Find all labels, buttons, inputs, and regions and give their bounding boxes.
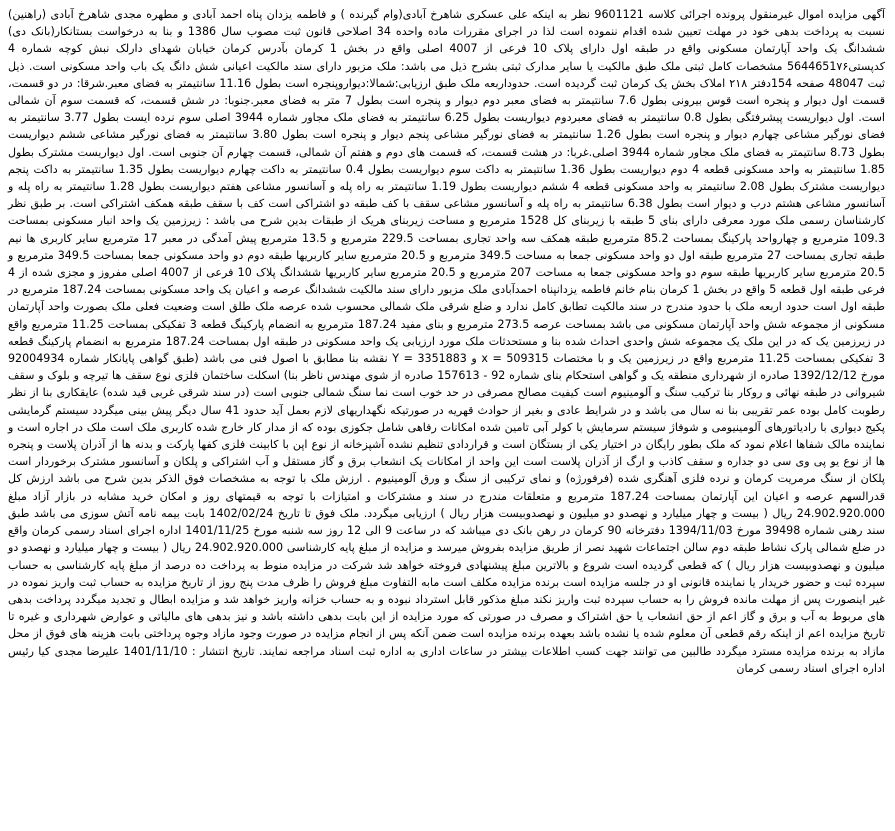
auction-notice-text: آگهی مزایده اموال غیرمنقول پرونده اجرائی کلاسه 9601121 نظر به اینکه علی عسکری شاهرخ آبادی(وام گیرنده ) و فاطمه یزدان پناه احمد آبادی و مطهره مجدی شاهرخ آبادی (راهنین) نسبت به پرداخت بدهی خود در مهلت تعیین شده اقدام ننموده است لذا در اجرای مقررات ماده واحده 34 اصلاحی قانون ثبت مصوب سال 1386 و بنا به درخواست بستانکار(بانک دی) ششدانگ یک واحد آپارتمان مسکونی واقع در طبقه اول دارای پلاک 10 فرعی از 4007 اصلی واقع در بخش 1 کرمان بآدرس کرمان خیابان شهدای دارلک نبش کوچه شماره 4 کدپستی5644651۷۶ مشخصات کامل ثبتی ملک طبق مالکیت یا سایر مدارک ثبتی بشرح ذیل می باشد: ملک مزبور دارای سند مالکیت اعیانی شش دانگ یک باب واحد مسکونی است. ذیل ثبت 48047 صفحه 154دفتر ۲۱۸ املاک بخش یک کرمان ثبت گردیده است. حدوداربعه ملک طبق ارزیابی:شمالا:دیواروپنجره است بطول 11.16 سانتیمتر به فضای معبر.شرقا: در دو قسمت، قسمت اول دیوار و پنجره است قوس بیرونی بطول 7.6 سانتیمتر به فضای معبر دوم دیوار و پنجره است بطول 7 متر به فضای معبر.جنوبا: در شش قسمت، که قسمت سوم آن شمالی است. اول دیواریست پیشرفتگی بطول 0.8 سانتیمتر به فضای معبردوم دیواریست بطول 6.25 سانتیمتر به فضای ملک مجاور شماره 3944 اصلی سوم نرده ایست بطول 3.77 سانتیمتر به فضای نورگیر مشاعی چهارم دیوار و پنجره است بطول 1.26 سانتیمتر به فضای نورگیر مشاعی پنجم دیوار و پنجره است بطول 3.80 سانتیمتر به فضای نورگیر مشاعی ششم دیواریست بطول 8.73 سانتیمتر به فضای ملک مجاور شماره 3944 اصلی.غربا: در هشت قسمت، که قسمت های دوم و هفتم آن شمالی، قسمت چهارم آن جنوبی است. اول دیواریست مشترک بطول 1.85 سانتیمتر به واحد مسکونی قطعه 4 دوم دیواریست بطول 1.36 سانتیمتر به داکت سوم دیواریست بطول 0.4 سانتیمتر به داکت چهارم دیواریست بطول 1.35 سانتیمتر به داکت پنجم دیواریست مشترک بطول 2.08 سانتیمتر به واحد مسکونی قطعه 4 ششم دیواریست بطول 1.19 سانتیمتر به راه پله و آسانسور مشاعی هفتم دیواریست بطول 1.28 سانتیمتر به راه پله و آسانسور مشاعی هشتم درب و دیوار است بطول 6.38 سانتیمتر به راه پله و آسانسور مشاعی سقف با کف طبقه دو اشتراکی است کف با سقف طبقه همکف اشتراکی است. بر طبق نظر کارشناسان رسمی ملک مورد معرفی دارای بنای 5 طبقه با زیربنای کل 1528 مترمربع و مساحت زیربنای هریک از طبقات بدین شرح می باشد : زیرزمین یک واحد انبار مسکونی بمساحت 109.3 مترمربع و چهارواحد پارکینگ بمساحت 85.2 مترمربع طبقه همکف سه واحد تجاری بمساحت 229.5 مترمربع و 13.5 مترمربع پیش آمدگی در معبر 17 مترمربع سایر کاربری ها نیم طبقه تجاری بمساحت 27 مترمربع طبقه اول دو واحد مسکونی جمعا به مساحت 349.5 مترمربع و 20.5 مترمربع سایر کاربریها طبقه دوم دو واحد مسکونی جمعا بمساحت 349.5 مترمربع و 20.5 مترمربع سایر کاربریها طبقه سوم دو واحد مسکونی جمعا به مساحت 207 مترمربع و 20.5 مترمربع سایر کاربریها ششدانگ پلاک 10 فرعی از 4007 اصلی مفروز و مجزی شده از 4 فرعی طبقه اول قطعه 5 واقع در بخش 1 کرمان بنام خانم فاطمه یزدانپناه احمدآبادی ملک مزبور دارای سند مالکیت ششدانگ عرصه و اعیان یک واحد مسکونی بمساحت 187.24 مترمربع در طبقه اول است حدود اربعه ملک با حدود مندرج در سند مالکیت تطابق کامل ندارد و ضلع شرقی ملک شمالی محسوب شده عرصه ملک طلق است وضعیت فعلی ملک بصورت واحد آپارتمان مسکونی از مجموعه شش واحد آپارتمان مسکونی می باشد بمساحت عرصه 273.5 مترمربع و بنای مفید 187.24 مترمربع به انضمام پارکینگ قطعه 3 تفکیکی بمساحت 11.25 مترمربع واقع در زیرزمین یک که در این ملک یک مجموعه شش واحدی احداث شده بنا و مستحدثات ملک مورد ارزیابی یک واحد مسکونی در طبقه اول بمساحت 187.24 مترمربع به انضمام پارکینگ قطعه 3 تفکیکی بمساحت 11.25 مترمربع واقع در زیرزمین یک و با مختصات 509315 = x و 3351883 = Y نقشه بنا مطابق با اصول فنی می باشد (طبق گواهی پایانکار شماره 92004934 مورخ 1392/12/12 صادره از شهرداری منطقه یک و گواهی استحکام بنای شماره 92 - 157613 صادره از شوی مهندس ناظر بنا) اسکلت ساختمان فلزی نوع سقف ها تیرچه و بلوک و سقف شیروانی در طبقه نهائی و روکار بنا ترکیب سنگ و آلومینیوم است کیفیت مصالح مصرفی در حد خوب است نما سنگ شمالی جنوبی است (در سند شرقی غربی قید شده) عایقکاری بنا از نظر رطوبت کامل بوده عمر تقریبی بنا نه سال می باشد و در شرایط عادی و بغیر از حوادث قهریه در صورتیکه نگهداریهای لازم بعمل آید حدود 41 سال دیگر پیش بینی میگردد سیستم گرمایشی پکیج دیواری با رادیاتورهای آلومینیومی و شوفاژ سیستم سرمایش با کولر آبی تامین شده امکانات رفاهی شامل جکوزی بوده که از مدار کار خارج شده کاربری ملک است ملک در اجاره است و نماینده مالک شفاها اعلام نمود که ملک بطور رایگان در اختیار یکی از بستگان است و قراردادی تنظیم نشده آشپزخانه از نوع اپن با کابینت فلزی کفها پارکت و بدنه ها از آذران پلاست و پنجره ها از نوع یو پی وی سی دو جداره و سقف کاذب و ارگ از آذران پلاست است این واحد از امکانات یک انشعاب برق و گاز مستقل و آب اشتراکی و پلکان و آسانسور مشترک برخوردار است پلکان از سنگ مرمریت کرمان و نرده فلزی آهنگری شده (فرفورژه) و نمای ترکیبی از سنگ و ورق آلومینیوم . ارزش ملک با توجه به مشخصات فوق الذکر بدین شرح می باشد ارزش کل قدرالسهم عرصه و اعیان این آپارتمان بمساحت 187.24 مترمربع و متعلقات مندرج در سند و مشترکات و امتیازات با توجه به قیمتهای روز و امکان خرید مشابه در بازار آزاد مبلغ 24.902.920.000 ریال ( بیست و چهار میلیارد و نهصدو دو میلیون و نهصدوبیست هزار ریال ) ارزیابی میگردد. ملک فوق تا تاریخ 1402/02/24 بابت بیمه نامه آتش سوزی می باشد طبق سند رهنی شماره 39498 مورخ 1394/11/03 دفترخانه 90 کرمان در رهن بانک دی میباشد که در ساعت 9 الی 12 روز سه شنبه مورخ 1401/11/25 اداره اجرای اسناد رسمی کرمان واقع در ضلع شمالی پارک نشاط طبقه دوم سالن اجتماعات شهید نصر از طریق مزایده بفروش میرسد و مزایده از مبلغ پایه کارشناسی 24.902.920.000 ریال ( بیست و چهار میلیارد و نهصدو دو میلیون و نهصدوبیست هزار ریال ) که قطعی گردیده است شروع و بالاترین مبلغ پیشنهادی فروخته خواهد شد شرکت در مزایده منوط به پرداخت ده درصد از مبلغ پایه کارشناسی به حساب سپرده ثبت و حضور خریدار یا نماینده قانونی او در جلسه مزایده است برنده مزایده مکلف است مابه التفاوت مبلغ فروش را ظرف مدت پنج روز از تاریخ مزایده به حساب ثبت واریز نموده در غیر اینصورت پس از مهلت مانده فروش را به حساب سپرده ثبت واریز نکند مبلغ مذکور قابل استرداد نبوده و به حساب خزانه واریز خواهد شد و مزایده ابطال و تجدید میگردد پرداخت بدهی های مربوط به آب و برق و گاز اعم از حق انشعاب یا حق اشتراک و مصرف در صورتی که مورد مزایده از این بابت بدهی داشته باشد و نیز بدهی های مالیاتی و عوارض شهرداری و غیره تا تاریخ مزایده اعم از اینکه رقم قطعی آن معلوم شده یا نشده باشد بعهده برنده مزایده است ضمن آنکه پس از انجام مزایده در صورت وجود مازاد وجوه پرداختی بابت هزینه های فوق از محل مازاد به برنده مزایده مسترد میگردد طالبین می توانند جهت کسب اطلاعات بیشتر در ساعات اداری به اداره ثبت اسناد مراجعه نمایند. تاریخ انتشار : 1401/11/10 علیرضا مجدی کیا رئیس اداره اجرای اسناد رسمی کرمان <box>8 8 886 675</box>
